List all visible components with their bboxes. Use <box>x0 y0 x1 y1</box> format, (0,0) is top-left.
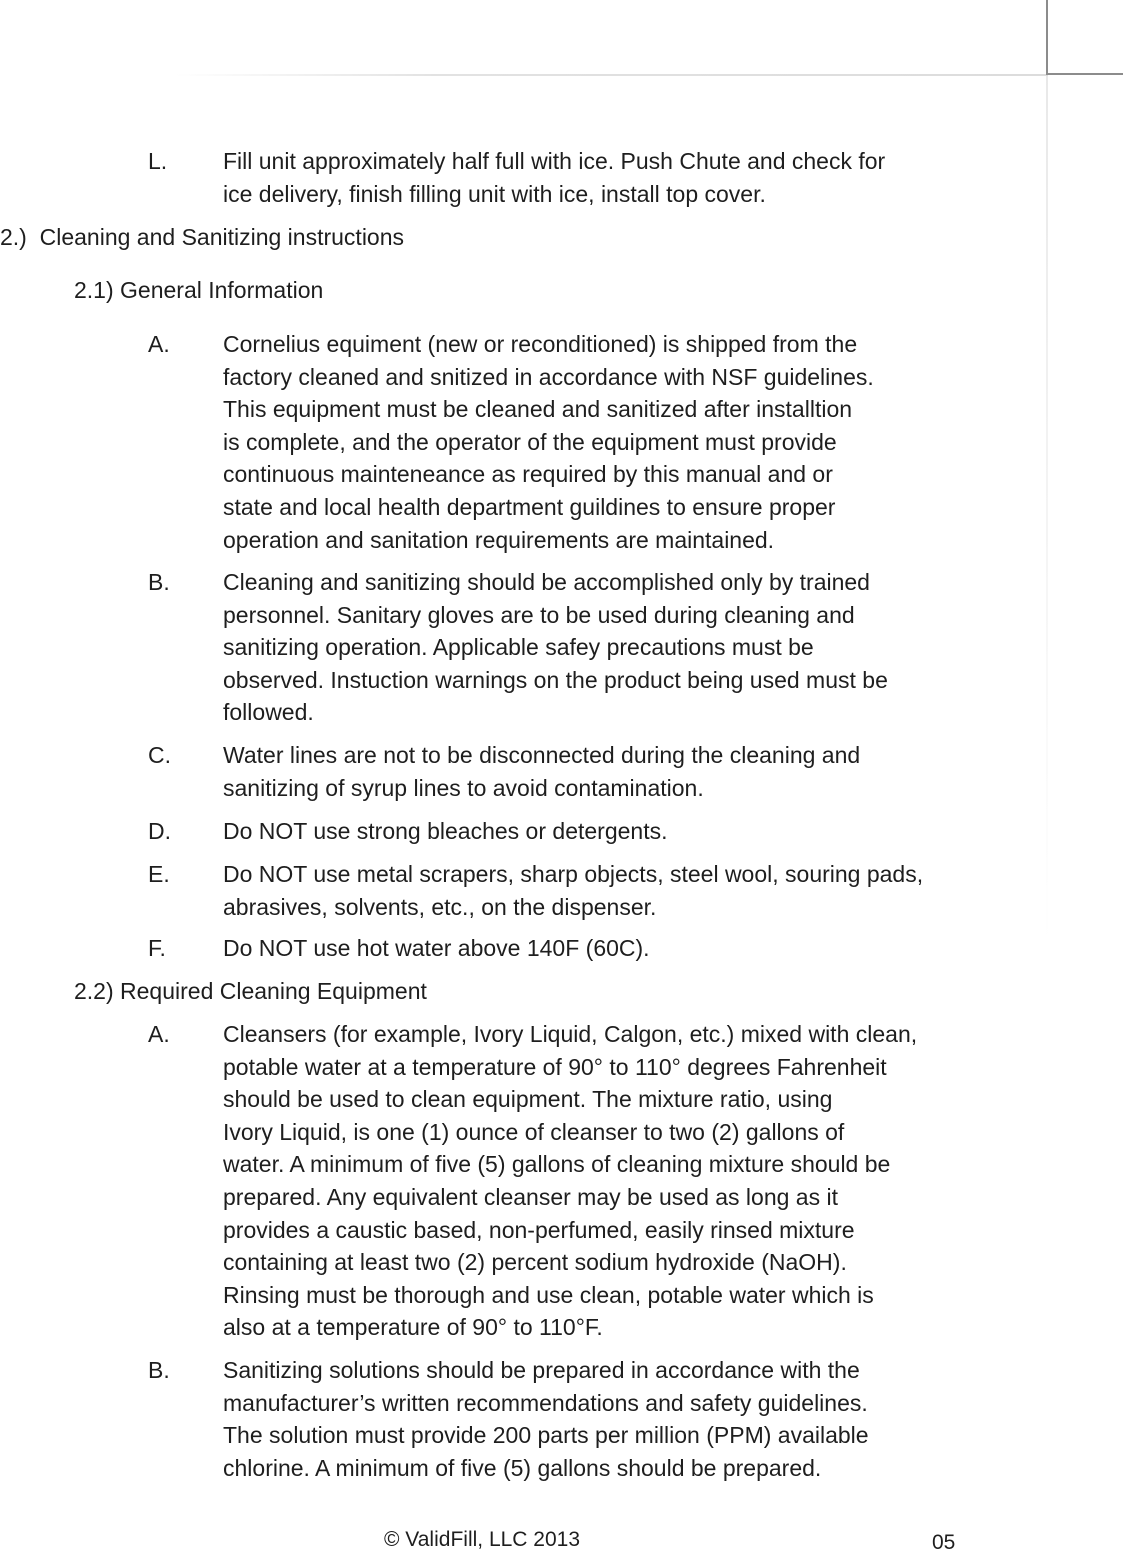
crop-mark-vertical <box>1046 0 1048 73</box>
text-line: observed. Instuction warnings on the product being used must be <box>223 666 888 693</box>
item-text <box>223 328 983 556</box>
item-letter: B. <box>148 1357 170 1383</box>
top-divider-line <box>175 74 1048 76</box>
item-text <box>223 739 983 804</box>
section-title: Cleaning and Sanitizing instructions <box>39 224 405 250</box>
item-letter: D. <box>148 818 171 844</box>
text-line: sanitizing of syrup lines to avoid contamination. <box>223 774 704 801</box>
text-line: Fill unit approximately half full with ice. Push Chute and check for <box>223 148 886 174</box>
text-line: Cornelius equiment (new or reconditioned) is shipped from the <box>223 331 858 357</box>
item-text <box>223 1354 983 1484</box>
text-line: potable water at a temperature of 90° to 110° degrees Fahrenheit <box>223 1053 887 1080</box>
text-line: Do NOT use metal scrapers, sharp objects, steel wool, souring pads, <box>223 861 924 887</box>
item-text <box>223 145 983 210</box>
text-line: provides a caustic based, non-perfumed, easily rinsed mixture <box>223 1216 855 1243</box>
text-line: personnel. Sanitary gloves are to be used during cleaning and <box>223 601 855 628</box>
text-line: Sanitizing solutions should be prepared in accordance with the <box>223 1357 860 1383</box>
text-line: Cleansers (for example, Ivory Liquid, Calgon, etc.) mixed with clean, <box>223 1021 918 1047</box>
text-line: state and local health department guildines to ensure proper <box>223 493 836 520</box>
section-number: 2.) <box>0 224 27 250</box>
text-line: Rinsing must be thorough and use clean, potable water which is <box>223 1281 874 1308</box>
text-line: continuous mainteneance as required by this manual and or <box>223 461 833 488</box>
page-number: 05 <box>932 1531 956 1554</box>
item-text <box>223 815 983 848</box>
text-line: factory cleaned and snitized in accordance with NSF guidelines. <box>223 363 874 390</box>
text-line: prepared. Any equivalent cleanser may be used as long as it <box>223 1183 838 1210</box>
page-edge-shadow <box>1046 76 1048 946</box>
text-line: ice delivery, finish filling unit with ice, install top cover. <box>223 180 766 207</box>
text-line: chlorine. A minimum of five (5) gallons should be prepared. <box>223 1454 822 1481</box>
text-line: Do NOT use hot water above 140F (60C). <box>223 935 650 961</box>
item-letter: L. <box>148 148 168 174</box>
item-text <box>223 858 983 923</box>
item-text <box>223 932 983 965</box>
text-line: operation and sanitation requirements are maintained. <box>223 526 775 553</box>
footer-copyright: © ValidFill, LLC 2013 <box>384 1528 581 1551</box>
subsection-heading-required-cleaning-equipment: 2.2) Required Cleaning Equipment <box>74 978 427 1004</box>
text-line: Ivory Liquid, is one (1) ounce of cleanser to two (2) gallons of <box>223 1118 845 1145</box>
text-line: water. A minimum of five (5) gallons of cleaning mixture should be <box>223 1151 891 1178</box>
text-line: This equipment must be cleaned and sanitized after installtion <box>223 396 853 423</box>
text-line: is complete, and the operator of the equipment must provide <box>223 428 837 455</box>
text-line: also at a temperature of 90° to 110°F. <box>223 1314 603 1341</box>
item-text <box>223 1018 983 1344</box>
text-line: abrasives, solvents, etc., on the dispenser. <box>223 893 657 920</box>
text-line: followed. <box>223 699 314 726</box>
text-line: containing at least two (2) percent sodium hydroxide (NaOH). <box>223 1249 847 1276</box>
item-letter: E. <box>148 861 170 887</box>
text-line: The solution must provide 200 parts per million (PPM) available <box>223 1422 869 1449</box>
text-line: manufacturer’s written recommendations and safety guidelines. <box>223 1389 868 1416</box>
item-letter: A. <box>148 331 170 357</box>
section-heading <box>0 221 404 254</box>
item-letter: C. <box>148 742 171 768</box>
text-line: should be used to clean equipment. The mixture ratio, using <box>223 1086 833 1113</box>
text-line: sanitizing operation. Applicable safey precautions must be <box>223 634 814 661</box>
item-letter: F. <box>148 935 166 961</box>
text-line: Do NOT use strong bleaches or detergents. <box>223 818 668 844</box>
text-line: Cleaning and sanitizing should be accomplished only by trained <box>223 569 870 595</box>
item-letter: A. <box>148 1021 170 1047</box>
text-line: Water lines are not to be disconnected during the cleaning and <box>223 742 861 768</box>
crop-mark-horizontal <box>1046 73 1123 75</box>
item-text <box>223 566 983 729</box>
subsection-heading-general-information: 2.1) General Information <box>74 277 324 303</box>
item-letter: B. <box>148 569 170 595</box>
